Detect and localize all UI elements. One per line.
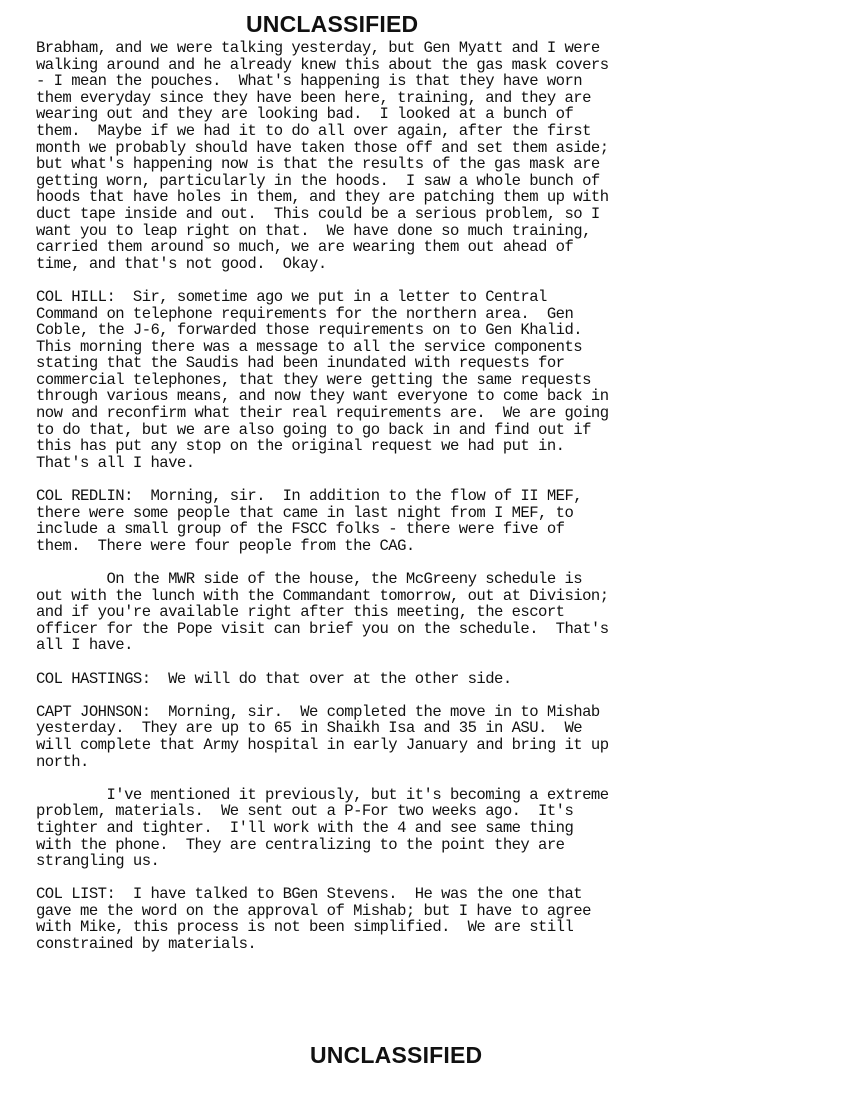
text-line: out with the lunch with the Commandant tomorrow, out at Division; [36, 586, 609, 605]
text-line: all I have. [36, 636, 133, 655]
text-line: COL HASTINGS: We will do that over at the other side. [36, 669, 512, 688]
text-line: and if you're available right after this meeting, the escort [36, 603, 565, 622]
paragraph-col-list [36, 886, 836, 952]
text-line: walking around and he already knew this about the gas mask covers [36, 55, 609, 74]
text-line: carried them around so much, we are wearing them out ahead of [36, 238, 574, 257]
text-line: time, and that's not good. Okay. [36, 254, 327, 273]
text-line: - I mean the pouches. What's happening is that they have worn [36, 72, 583, 91]
paragraph-col-hill [36, 289, 836, 472]
text-line: to do that, but we are also going to go back in and find out if [36, 420, 591, 439]
text-line: gave me the word on the approval of Mishab; but I have to agree [36, 901, 591, 920]
paragraph-col-redlin [36, 488, 836, 554]
text-line: month we probably should have taken those off and set them aside; [36, 138, 609, 157]
text-line: commercial telephones, that they were getting the same requests [36, 370, 591, 389]
paragraph-mwr-schedule [36, 571, 836, 654]
text-line: them everyday since they have been here, training, and they are [36, 88, 591, 107]
classification-banner-bottom: UNCLASSIFIED [310, 1042, 483, 1068]
text-line: I've mentioned it previously, but it's becoming a extreme [36, 785, 609, 804]
text-line: this has put any stop on the original request we had put in. [36, 437, 565, 456]
text-line: This morning there was a message to all the service components [36, 337, 583, 356]
text-line: stating that the Saudis had been inundated with requests for [36, 354, 565, 373]
text-line: tighter and tighter. I'll work with the 4 and see same thing [36, 818, 574, 837]
text-line: hoods that have holes in them, and they are patching them up with [36, 188, 609, 207]
text-line: Coble, the J-6, forwarded those requirements on to Gen Khalid. [36, 321, 583, 340]
text-line: yesterday. They are up to 65 in Shaikh Isa and 35 in ASU. We [36, 719, 583, 738]
text-line: them. Maybe if we had it to do all over again, after the first [36, 121, 591, 140]
text-line: getting worn, particularly in the hoods. I saw a whole bunch of [36, 171, 600, 190]
text-line: problem, materials. We sent out a P-For two weeks ago. It's [36, 802, 574, 821]
paragraph-gas-mask [36, 40, 836, 272]
text-line: include a small group of the FSCC folks - there were five of [36, 520, 565, 539]
transcript-body [36, 40, 836, 969]
text-line: through various means, and now they want everyone to come back in [36, 387, 609, 406]
classification-banner-top: UNCLASSIFIED [246, 11, 419, 37]
text-line: COL HILL: Sir, sometime ago we put in a letter to Central [36, 287, 547, 306]
text-line: On the MWR side of the house, the McGreeny schedule is [36, 570, 583, 588]
text-line: will complete that Army hospital in early January and bring it up [36, 735, 609, 754]
text-line: wearing out and they are looking bad. I looked at a bunch of [36, 105, 574, 124]
text-line: north. [36, 752, 89, 771]
text-line: CAPT JOHNSON: Morning, sir. We completed the move in to Mishab [36, 702, 600, 721]
text-line: want you to leap right on that. We have done so much training, [36, 221, 591, 240]
text-line: COL LIST: I have talked to BGen Stevens. He was the one that [36, 885, 583, 904]
text-line: duct tape inside and out. This could be a serious problem, so I [36, 204, 600, 223]
text-line: them. There were four people from the CAG. [36, 536, 415, 555]
text-line: but what's happening now is that the results of the gas mask are [36, 155, 600, 174]
paragraph-materials-problem [36, 787, 836, 870]
text-line: constrained by materials. [36, 935, 257, 954]
text-line: strangling us. [36, 852, 160, 871]
text-line: there were some people that came in last night from I MEF, to [36, 503, 574, 522]
text-line: with Mike, this process is not been simplified. We are still [36, 918, 574, 937]
text-line: now and reconfirm what their real requirements are. We are going [36, 404, 609, 423]
text-line: officer for the Pope visit can brief you on the schedule. That's [36, 619, 609, 638]
text-line: with the phone. They are centralizing to the point they are [36, 835, 565, 854]
paragraph-capt-johnson [36, 704, 836, 770]
text-line: COL REDLIN: Morning, sir. In addition to the flow of II MEF, [36, 487, 583, 506]
text-line: That's all I have. [36, 453, 195, 472]
text-line: Brabham, and we were talking yesterday, but Gen Myatt and I were [36, 39, 600, 57]
text-line: Command on telephone requirements for the northern area. Gen [36, 304, 574, 323]
paragraph-col-hastings [36, 671, 836, 688]
